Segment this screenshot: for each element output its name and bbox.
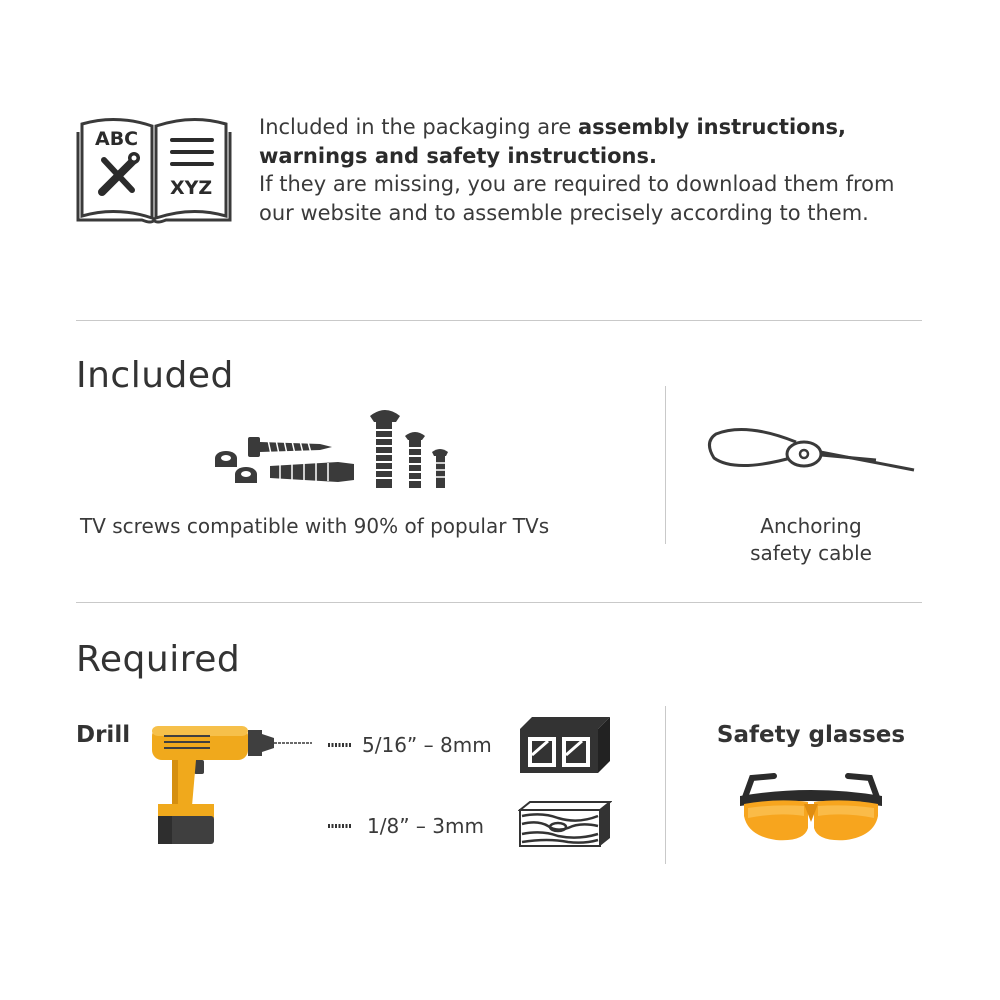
intro-line3: If they are missing, you are required to download them from [259,172,895,196]
book-left-text: ABC [95,128,139,150]
bit-size-8mm: 5/16” – 8mm [362,733,492,757]
cable-caption-line1: Anchoring [760,514,862,538]
book-right-text: XYZ [170,177,213,199]
drill-bit-icon-small [328,822,352,830]
included-title: Included [76,355,234,396]
bit-size-3mm: 1/8” – 3mm [367,814,484,838]
divider-middle [76,602,922,603]
intro-line1-bold: assembly instructions, [577,115,846,139]
divider-required-vertical [665,706,666,864]
glasses-label: Safety glasses [716,722,906,748]
intro-line2-bold: warnings and safety instructions. [259,143,657,168]
cable-caption-line2: safety cable [750,541,872,565]
screws-caption: TV screws compatible with 90% of popular TVs [80,514,550,538]
concrete-block-icon [518,715,612,775]
safety-cable-icon [706,420,918,480]
wood-icon [518,800,612,848]
cable-caption [711,514,911,565]
screws-and-nuts-icon [210,406,455,492]
intro-line4: our website and to assemble precisely according to them. [259,200,869,225]
divider-included-vertical [665,386,666,544]
divider-top [76,320,922,321]
intro-line1: Included in the packaging are [259,115,578,139]
drill-bit-icon [328,741,352,749]
required-title: Required [76,639,241,680]
intro-text [259,113,939,227]
safety-glasses-icon [738,772,884,844]
drill-icon [150,722,315,850]
drill-label: Drill [76,722,131,748]
